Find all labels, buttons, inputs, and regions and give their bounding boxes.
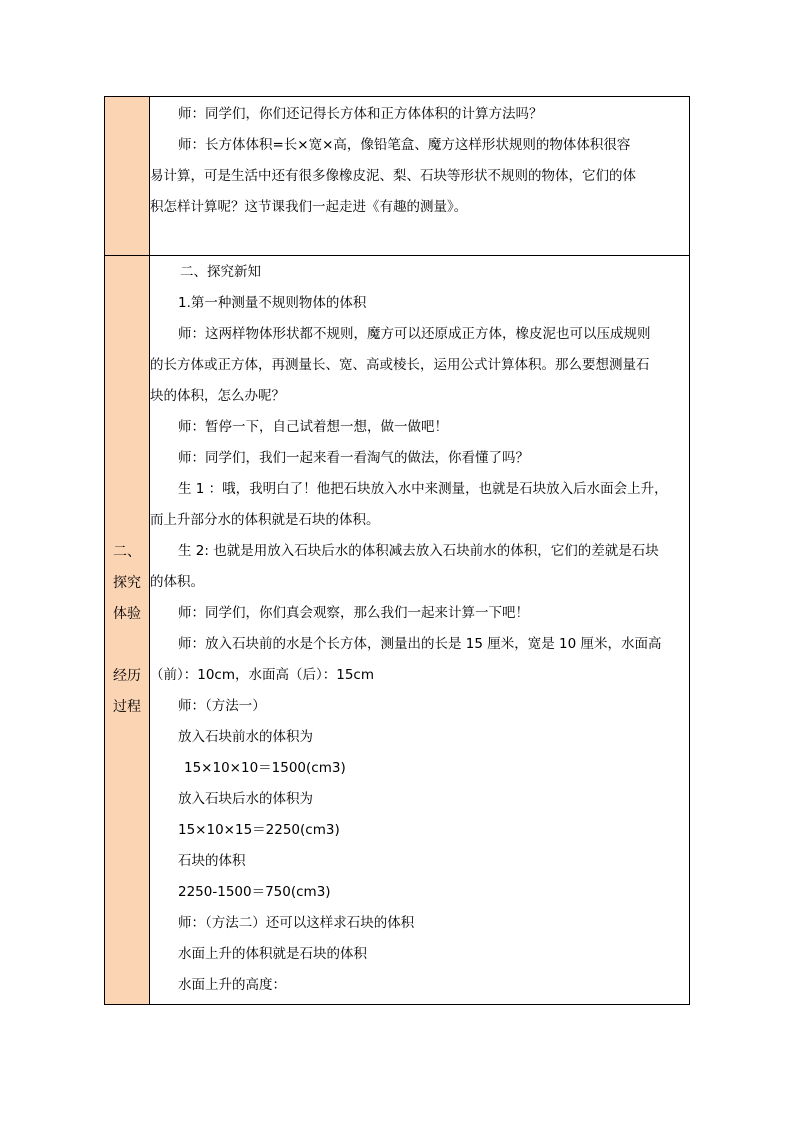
text-line: 师：同学们，你们还记得长方体和正方体体积的计算方法吗？ <box>178 106 543 122</box>
formula-line: 15×10×10＝1500(cm3) <box>184 760 346 776</box>
section-label-line: 体验 <box>113 606 141 622</box>
row-label-cell <box>105 97 150 256</box>
text-line: 师：放入石块前的水是个长方体，测量出的长是 15 厘米，宽是 10 厘米，水面高 <box>178 636 662 652</box>
text-line: 师：这两样物体形状都不规则，魔方可以还原成正方体，橡皮泥也可以压成规则 <box>178 326 651 342</box>
lesson-row-explore <box>105 256 690 1005</box>
text-line: 水面上升的高度： <box>178 977 286 993</box>
text-line: 放入石块前水的体积为 <box>178 729 313 745</box>
text-line: 积怎样计算呢？这节课我们一起走进《有趣的测量》。 <box>150 199 468 215</box>
text-line: 师：长方体体积=长×宽×高，像铅笔盒、魔方这样形状规则的物体体积很容 <box>178 137 631 153</box>
section-label <box>105 537 149 723</box>
section-label-line: 经历 <box>113 668 141 684</box>
row-content-cell <box>150 97 690 256</box>
text-line: 块的体积，怎么办呢？ <box>150 388 285 404</box>
text-line: 水面上升的体积就是石块的体积 <box>178 946 367 962</box>
lesson-table <box>104 96 690 1005</box>
text-line: 的长方体或正方体，再测量长、宽、高或棱长，运用公式计算体积。那么要想测量石 <box>150 357 650 373</box>
section-label-line: 探究 <box>113 575 141 591</box>
section-label-line: 二、 <box>113 544 141 560</box>
formula-line: 2250-1500＝750(cm3) <box>178 884 331 900</box>
text-line: 的体积。 <box>150 574 204 590</box>
section-label-line: 过程 <box>113 699 141 715</box>
text-line: （前）：10cm，水面高（后）：15cm <box>150 667 375 683</box>
text-line: 生 2: 也就是用放入石块后水的体积减去放入石块前水的体积，它们的差就是石块 <box>178 543 659 559</box>
formula-line: 15×10×15＝2250(cm3) <box>178 822 340 838</box>
text-line: 石块的体积 <box>178 853 246 869</box>
row-content-cell <box>150 256 690 1005</box>
text-line: 生 1 ：哦，我明白了！他把石块放入水中来测量，也就是石块放入后水面会上升， <box>178 481 668 497</box>
lesson-row-intro <box>105 97 690 256</box>
text-line: 师：暂停一下，自己试着想一想，做一做吧！ <box>178 419 448 435</box>
section-heading: 二、探究新知 <box>180 264 261 280</box>
subsection-heading: 1.第一种测量不规则物体的体积 <box>178 295 367 311</box>
row-label-cell <box>105 256 150 1005</box>
text-line: 师：（方法二）还可以这样求石块的体积 <box>178 915 415 931</box>
text-line: 放入石块后水的体积为 <box>178 791 313 807</box>
text-line: 易计算，可是生活中还有很多像橡皮泥、梨、石块等形状不规则的物体，它们的体 <box>150 168 636 184</box>
text-line: 而上升部分水的体积就是石块的体积。 <box>150 512 380 528</box>
text-line: 师：（方法一） <box>178 698 266 714</box>
text-line: 师：同学们，你们真会观察，那么我们一起来计算一下吧！ <box>178 605 529 621</box>
text-line: 师：同学们，我们一起来看一看淘气的做法，你看懂了吗？ <box>178 450 529 466</box>
